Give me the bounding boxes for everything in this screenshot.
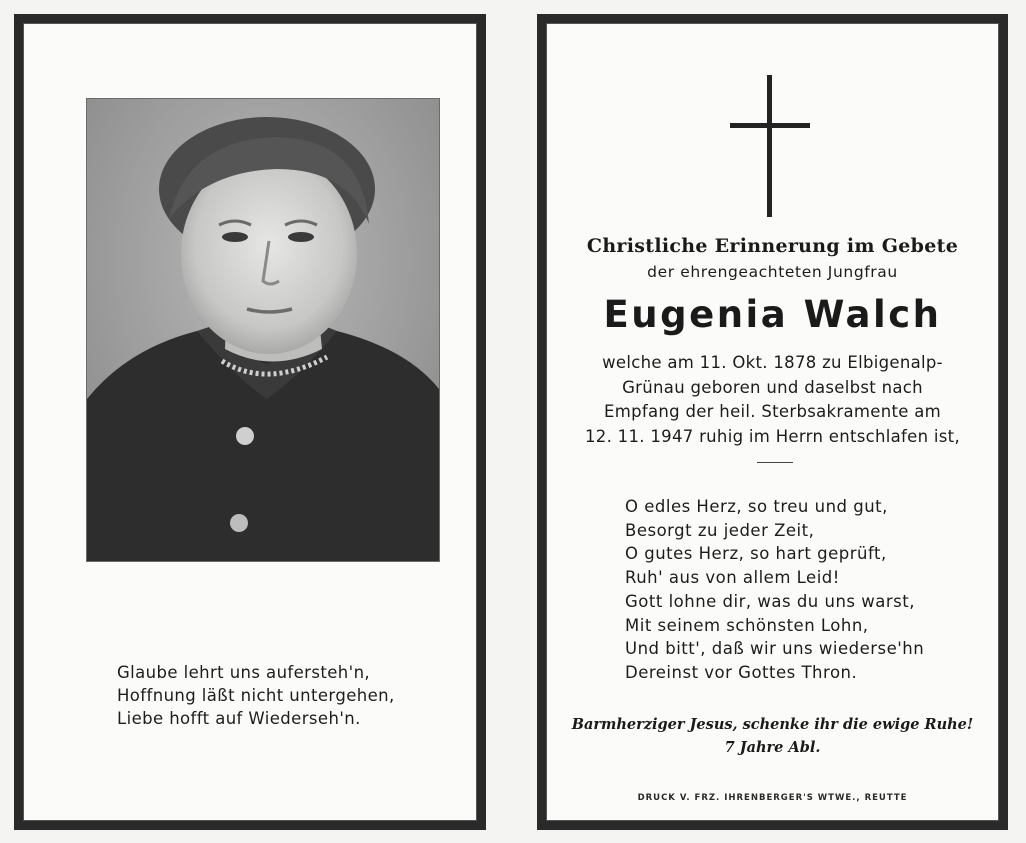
- left-verse: [117, 661, 395, 730]
- memorial-heading: Christliche Erinnerung im Gebete: [586, 235, 959, 257]
- verse-line: Liebe hofft auf Wiederseh'n.: [117, 709, 361, 728]
- poem-line: O edles Herz, so treu und gut,: [625, 497, 888, 516]
- poem-line: Ruh' aus von allem Leid!: [625, 568, 840, 588]
- bio-line: 12. 11. 1947 ruhig im Herrn entschlafen ist,: [584, 426, 960, 446]
- verse-line: Glaube lehrt uns aufersteh'n,: [117, 663, 371, 682]
- printer-credit: DRUCK V. FRZ. IHRENBERGER'S WTWE., REUTTE: [637, 793, 908, 803]
- poem-line: O gutes Herz, so hart geprüft,: [625, 544, 887, 564]
- verse-line: Hoffnung läßt nicht untergehen,: [117, 686, 395, 705]
- bio-line: Empfang der heil. Sterbsakramente am: [603, 402, 942, 421]
- poem: [625, 495, 924, 685]
- indulgence-line: 7 Jahre Abl.: [724, 739, 821, 756]
- poem-line: Und bitt', daß wir uns wiederse'hn: [625, 639, 925, 659]
- poem-line: Besorgt zu jeder Zeit,: [625, 520, 815, 540]
- prayer: [546, 713, 999, 759]
- poem-line: Dereinst vor Gottes Thron.: [625, 662, 858, 682]
- biography: [546, 351, 999, 449]
- prayer-line: Barmherziger Jesus, schenke ihr die ewige Ruhe!: [571, 716, 974, 733]
- portrait-image: [87, 99, 439, 561]
- cross-icon: [730, 75, 810, 217]
- poem-line: Gott lohne dir, was du uns warst,: [625, 591, 915, 611]
- bio-line: Grünau geboren und daselbst nach: [622, 377, 923, 397]
- bio-line: welche am 11. Okt. 1878 zu Elbigenalp-: [602, 353, 943, 372]
- left-card: [14, 14, 486, 830]
- portrait-photo: [87, 99, 439, 561]
- divider: [757, 462, 793, 463]
- right-card: [537, 14, 1008, 830]
- memorial-subheading: der ehrengeachteten Jungfrau: [647, 263, 898, 281]
- poem-line: Mit seinem schönsten Lohn,: [625, 615, 869, 635]
- deceased-name: Eugenia Walch: [603, 293, 942, 336]
